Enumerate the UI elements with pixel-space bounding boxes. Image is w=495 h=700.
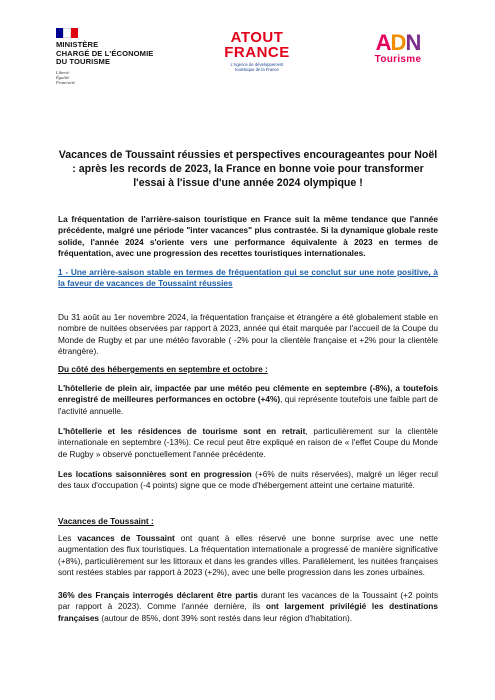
ministry-line-1: MINISTÈRE (56, 40, 99, 49)
header-logos (0, 0, 495, 110)
atout-france-tagline-2: touristique de la France (235, 67, 279, 72)
vacances-heading: Vacances de Toussaint : (58, 516, 154, 526)
paragraph-hotellerie: L'hôtellerie et les résidences de tourisme sont en retrait, particulièrement sur la clientèle internationale en septembre (-13%). Ce recul peut être expliqué en raison de « l'effet Coupe du Monde de Rugby » observé ponctuellement l'année précédente. (58, 426, 438, 459)
paragraph-locations: Les locations saisonnières sont en progression (+6% de nuits réservées), malgré un léger recul des taux d'occupation (-4 points) signe que ce mode d'hébergement atteint une certaine maturité. (58, 469, 438, 491)
adn-subtitle: Tourisme (374, 54, 422, 65)
atout-france-logo (216, 30, 298, 72)
paragraph-francais-partis: 36% des Français interrogés déclarent être partis durant les vacances de la Toussaint (+2 points par rapport à 2023). Comme l'année dernière, ils ont largement privilégié les destinations françaises (autour de 85%, dont 39% sont restés dans leur région d'habitation). (58, 590, 439, 623)
ministry-line-3: DU TOURISME (56, 57, 111, 67)
hebergements-heading: Du côté des hébergements en septembre et octobre : (58, 364, 268, 374)
paragraph-plein-air: L'hôtellerie de plein air, impactée par une météo peu clémente en septembre (-8%), a toutefois enregistré de meilleures performances en octobre (+4%), qui représente toutefois une faible part de l'activité annuelle. (58, 383, 438, 416)
adn-mark: ADN (375, 30, 421, 55)
atout-france-tagline-1: L'Agence de développement (230, 62, 284, 67)
atout-france-word-1: ATOUT (230, 29, 284, 46)
atout-france-word-2: FRANCE (224, 44, 290, 61)
french-flag-icon (56, 28, 78, 38)
paragraph-frequentation: Du 31 août au 1er novembre 2024, la fréquentation française et étrangère a été globalement stable en nombre de nuitées observées par rapport à 2023, année qui était marquée par l'accueil de la Coupe du Monde de Rugby et par une météo favorable ( -2% pour la clientèle française et +2% pour la clientèle étrangère). (58, 312, 438, 357)
adn-tourisme-logo (362, 32, 434, 65)
ministry-line-2: CHARGÉ DE L'ÉCONOMIE (56, 48, 154, 58)
section-1-heading[interactable]: 1 - Une arrière-saison stable en termes de fréquentation qui se conclut sur une note positive, à la faveur de vacances de Toussaint réussies (58, 267, 438, 289)
ministry-motto: Liberté Égalité Fraternité (56, 69, 75, 86)
intro-paragraph: La fréquentation de l'arrière-saison touristique en France suit la même tendance que l'année précédente, malgré une période "inter vacances" plus contrastée. Si la dynamique globale reste solide, l'année 2024 s'oriente vers une performance équivalente à 2023 en termes de fréquentation, avec une progression des recettes touristiques internationales. (58, 214, 438, 259)
paragraph-vacances-toussaint: Les vacances de Toussaint ont quant à elles réservé une bonne surprise avec une nette augmentation des flux touristiques. La fréquentation internationale a progressé de manière significative (+8%), particulièrement sur les littoraux et dans les grandes villes. Parallèlement, les nuitées françaises sont restées stables par rapport à 2023 (+2%), avec une belle progression dans les zones urbaines. (58, 533, 439, 578)
page-title: Vacances de Toussaint réussies et perspectives encourageantes pour Noël : après les records de 2023, la France en bonne voie pour transformer l'essai à l'issue d'une année 2024 olympique ! (58, 149, 438, 189)
ministry-logo (56, 28, 176, 85)
